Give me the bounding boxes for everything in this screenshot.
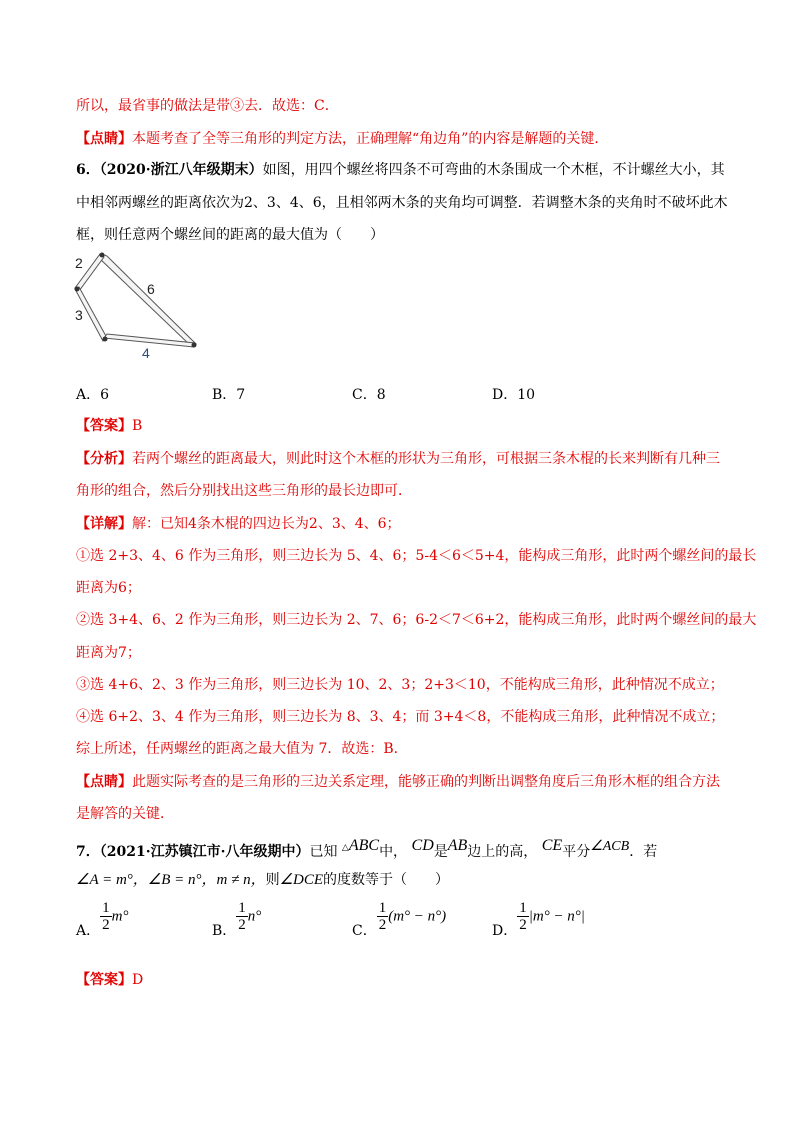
label-2: 2 — [75, 255, 83, 271]
prev-answer-line: 所以，最省事的做法是带③去．故选：C． — [76, 98, 339, 114]
q6-line-3: 框，则任意两个螺丝间的距离的最大值为（ ） — [76, 227, 384, 243]
q6-option-c: C．8 — [352, 387, 386, 403]
detail-case-4: ④选 6+2、3、4 作为三角形，则三边长为 8、3、4；而 3+4＜8，不能构成三角形，此种情况不成立； — [76, 709, 725, 725]
triangle-symbol: △ — [341, 843, 349, 853]
q7-text-1: 已知 — [309, 844, 338, 860]
wooden-frame-figure — [70, 248, 210, 360]
q7-line-2 — [76, 870, 449, 890]
analysis-tag: 【分析】 — [76, 451, 132, 467]
prev-comment-line — [76, 129, 608, 149]
q7-text-7: 则 — [265, 872, 280, 888]
q6-option-d: D．10 — [492, 387, 536, 403]
analysis-line-2: 角形的组合，然后分别找出这些三角形的最长边即可． — [76, 483, 412, 499]
q7-text-8: 的度数等于（ ） — [323, 872, 450, 888]
q7-conditions: ∠A = m°，∠B = n°，m ≠ n， — [76, 872, 266, 888]
answer-value: D — [132, 972, 144, 988]
q7-option-c-expr: (m° − n°) — [388, 908, 447, 925]
q6-answer — [76, 416, 142, 436]
q7-option-d-expr: |m° − n°| — [528, 908, 585, 925]
answer-value: B — [132, 418, 143, 434]
q7-option-d-fraction: $\frac{1}{2}$ — [519, 900, 527, 933]
comment-tag: 【点睛】 — [76, 131, 132, 147]
screw-bottom-left — [103, 337, 108, 342]
detail-case-2b: 距离为7； — [76, 645, 141, 661]
detail-case-1b: 距离为6； — [76, 580, 141, 596]
q7-option-b-label: B． — [212, 922, 237, 939]
q7-option-a-label: A． — [76, 922, 101, 939]
q7-option-b-fraction: $\frac{1}{2}$ — [238, 900, 246, 933]
screw-top — [100, 253, 105, 258]
label-6: 6 — [147, 281, 155, 297]
frame-stick-6 — [98, 254, 196, 347]
detail-case-2a: ②选 3+4、6、2 作为三角形，则三边长为 2、7、6；6-2＜7＜6+2，能构成三角形，此时两个螺丝间的最大 — [76, 612, 757, 628]
dianjing-line-2: 是解答的关键． — [76, 806, 174, 822]
q7-number: 7． — [76, 844, 100, 860]
q7-line-1 — [76, 837, 658, 864]
q7-option-c — [352, 900, 447, 939]
dianjing-tag: 【点睛】 — [76, 774, 132, 790]
screw-bottom-right — [192, 343, 197, 348]
q7-abc: ABC — [348, 837, 380, 854]
analysis-line-1 — [76, 449, 720, 469]
detail-case-3: ③选 4+6、2、3 作为三角形，则三边长为 10、2、3；2+3＜10，不能构成三角形，此种情况不成立； — [76, 677, 724, 693]
answer-tag: 【答案】 — [76, 972, 132, 988]
q7-text-6: ．若 — [629, 844, 658, 860]
comment-text: 本题考查了全等三角形的判定方法，正确理解“角边角”的内容是解题的关键． — [132, 131, 609, 147]
detail-text-a: 解：已知4条木棍的四边长为2、3、4、6； — [132, 516, 401, 532]
screw-left — [75, 287, 80, 292]
q7-option-d — [492, 900, 585, 939]
dianjing-text-a: 此题实际考查的是三角形的三边关系定理，能够正确的判断出调整角度后三角形木框的组合方法 — [132, 774, 720, 790]
q7-text-3: 是 — [433, 844, 448, 860]
q7-option-c-fraction: $\frac{1}{2}$ — [378, 900, 387, 933]
q7-option-a-fraction: $\frac{1}{2}$ — [102, 900, 110, 933]
q6-number: 6． — [76, 162, 100, 178]
q7-text-5: 平分 — [562, 844, 591, 860]
q6-text-a: 如图，用四个螺丝将四条不可弯曲的木条围成一个木框，不计螺丝大小，其 — [262, 162, 725, 178]
q7-text-4: 边上的高， — [467, 844, 538, 860]
detail-tag: 【详解】 — [76, 516, 132, 532]
detail-line-0 — [76, 514, 401, 534]
q7-dce: ∠DCE — [279, 872, 324, 888]
q7-option-d-label: D． — [492, 922, 518, 939]
label-3: 3 — [75, 307, 83, 323]
q6-line-1 — [76, 160, 725, 180]
q7-cd: CD — [411, 837, 434, 854]
q7-ab: AB — [447, 837, 468, 854]
q6-option-a: A．6 — [76, 387, 110, 403]
q6-option-b: B．7 — [212, 387, 246, 403]
q7-option-c-label: C． — [352, 922, 377, 939]
q7-acb: ∠ACB — [590, 839, 630, 854]
q7-option-a — [76, 900, 129, 939]
dianjing-line-1 — [76, 772, 720, 792]
answer-tag: 【答案】 — [76, 418, 132, 434]
q6-source: （2020·浙江八年级期末） — [99, 162, 263, 178]
q6-line-2: 中相邻两螺丝的距离依次为2、3、4、6，且相邻两木条的夹角均可调整．若调整木条的夹角时不破坏此木 — [76, 195, 728, 211]
q7-option-b-expr: n° — [247, 908, 262, 925]
detail-summary: 综上所述，任两螺丝的距离之最大值为 7．故选：B． — [76, 741, 408, 757]
q7-ce: CE — [541, 837, 563, 854]
detail-case-1a: ①选 2+3、4、6 作为三角形，则三边长为 5、4、6；5-4＜6＜5+4，能构成三角形，此时两个螺丝间的最长 — [76, 548, 757, 564]
q7-text-2: 中， — [379, 844, 408, 860]
q7-option-a-expr: m° — [111, 908, 129, 925]
q7-answer — [76, 970, 143, 990]
label-4: 4 — [142, 345, 150, 360]
q7-source: （2021·江苏镇江市·八年级期中） — [99, 844, 310, 860]
analysis-text-a: 若两个螺丝的距离最大，则此时这个木框的形状为三角形，可根据三条木棍的长来判断有几种三 — [132, 451, 720, 467]
q7-option-b — [212, 900, 262, 939]
